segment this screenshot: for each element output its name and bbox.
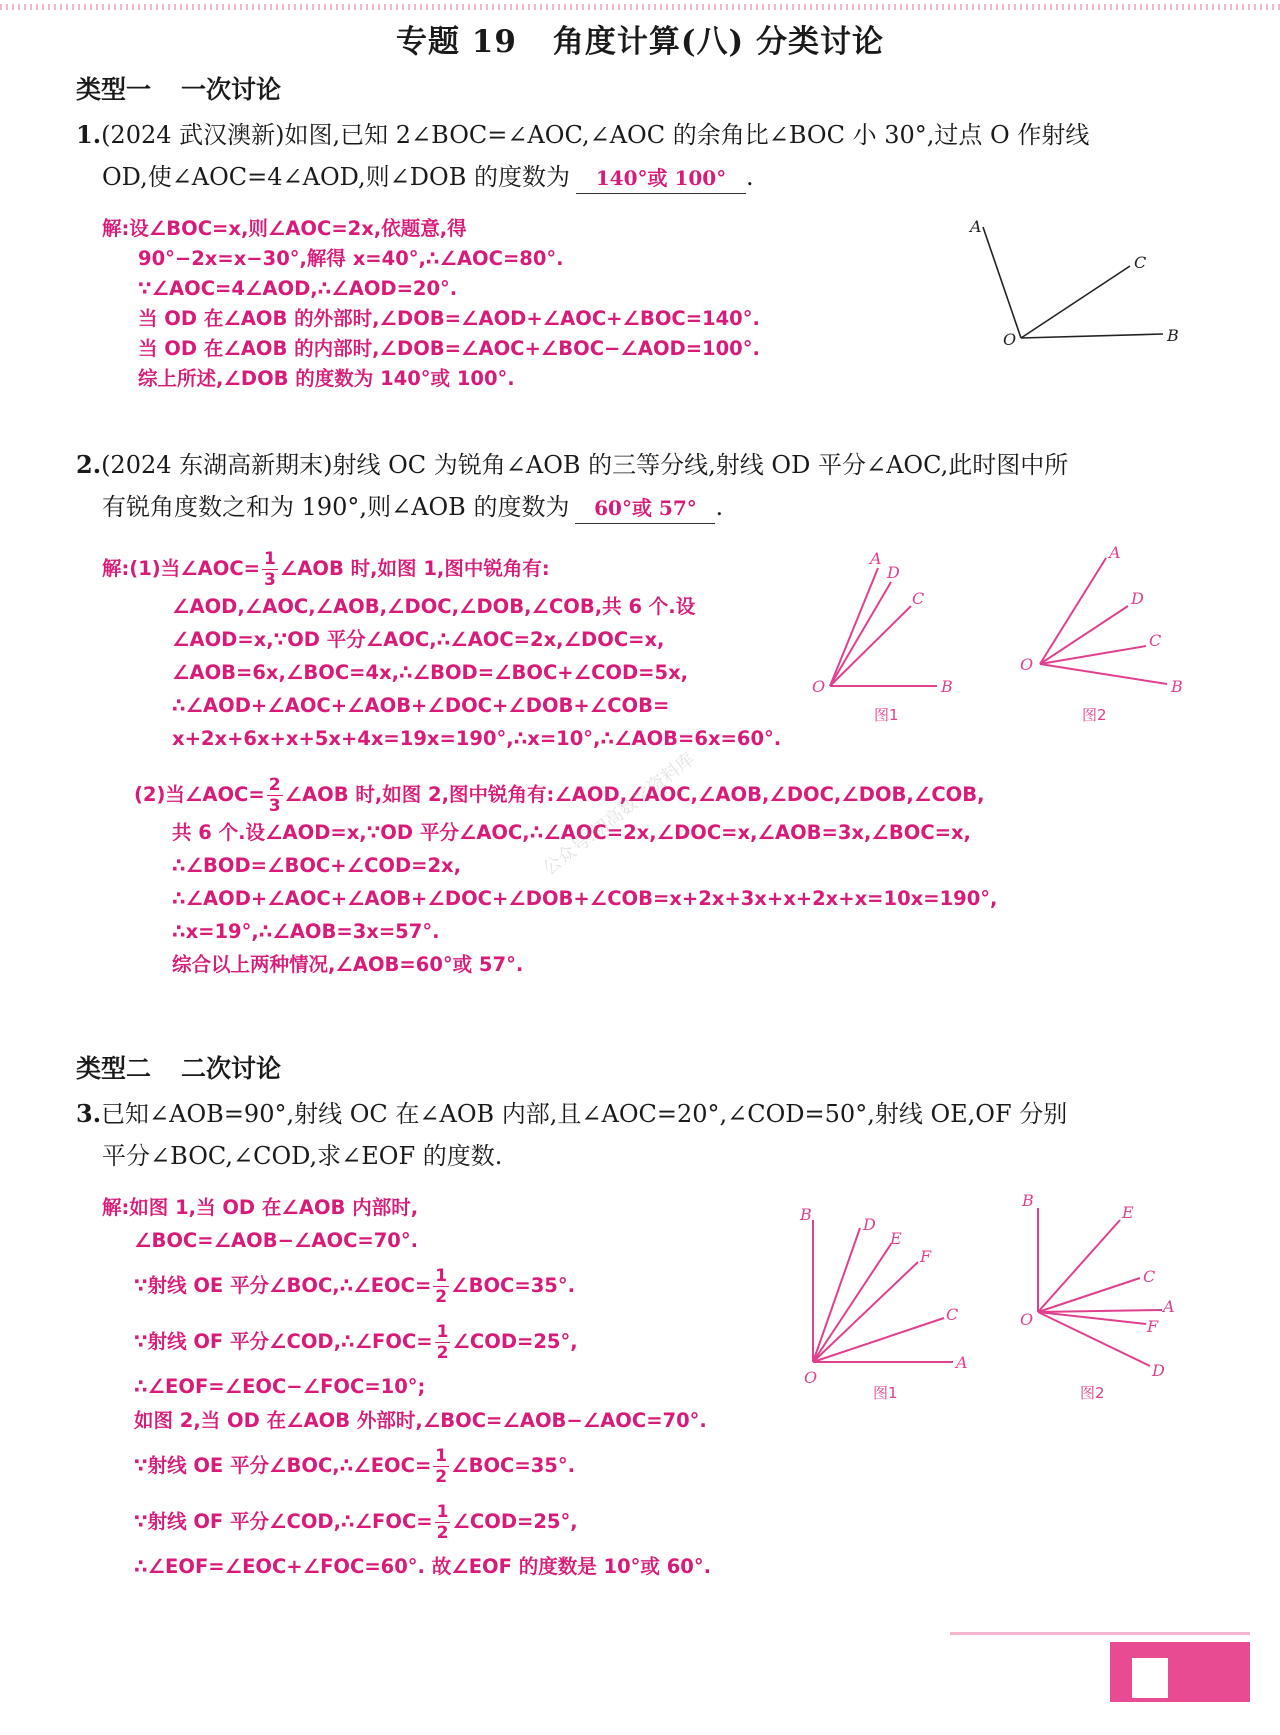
question-3-line1: 3.已知∠AOB=90°,射线 OC 在∠AOB 内部,且∠AOC=20°,∠COD=50°,射线 OE,OF 分别 xyxy=(76,1099,1068,1128)
fig1-label-B: B xyxy=(1167,326,1179,345)
fig1-label-A: A xyxy=(970,217,982,236)
figure-q3-2 xyxy=(1010,1190,1200,1410)
svg-text:O: O xyxy=(812,677,826,696)
question-3-line2: 平分∠BOC,∠COD,求∠EOF 的度数. xyxy=(102,1142,503,1170)
footer-rule xyxy=(950,1632,1250,1635)
solution-3-eoc-2: ∵射线 OE 平分∠BOC,∴∠EOC= $\frac{1}{2}$ ∠BOC=35°. xyxy=(134,1446,575,1487)
solution-1: 解:设∠BOC=x,则∠AOC=2x,依题意,得 90°−2x=x−30°,解得 x=40°,∴∠AOC=80°. ∵∠AOC=4∠AOD,∴∠AOD=20°. 当 OD 在∠AOB 的外部时,∠DOB=∠AOD+∠AOC+∠BOC=140°. 当 OD 在∠AOB 的内部时,∠DOB=∠AOC+∠BOC−∠AOD=100°. 综上所述,∠DOB 的度数为 140°或 100°. xyxy=(102,217,760,390)
solution-2-case1: 解:(1)当∠AOC= $\frac{1}{3}$ ∠AOB 时,如图 1,图中锐角有: ∠AOD,∠AOC,∠AOB,∠DOC,∠DOB,∠COB,共 6 个.设 ∠AOD=x,∵OD 平分∠AOC,∴∠AOC=2x,∠DOC=x, ∠AOB=6x,∠BOC=4x,∴∠BOD=∠BOC+∠COD=5x, ∴∠AOD+∠AOC+∠AOB+∠DOC+∠DOB+∠COB= x+2x+6x+x+5x+4x=19x=190°,∴x=10°,∴∠AOB=6x=60°. xyxy=(102,549,782,750)
svg-text:B: B xyxy=(941,677,953,696)
figure-q2-2 xyxy=(1010,540,1200,730)
fraction-two-thirds: $\frac{2}{3}$ xyxy=(268,775,281,816)
figure-q2-1 xyxy=(800,540,970,730)
svg-text:C: C xyxy=(912,589,925,608)
question-1-line2: OD,使∠AOC=4∠AOD,则∠DOB 的度数为 140°或 100° . xyxy=(76,156,1089,198)
solution-3-foc-1: ∵射线 OF 平分∠COD,∴∠FOC= $\frac{1}{2}$ ∠COD=25°, xyxy=(134,1322,578,1363)
svg-text:B: B xyxy=(1171,677,1183,696)
svg-text:B: B xyxy=(1022,1191,1034,1210)
watermark: 公众号:初高数学资料库 xyxy=(539,748,699,880)
solution-3-eoc-1: ∵射线 OE 平分∠BOC,∴∠EOC= $\frac{1}{2}$ ∠BOC=35°. xyxy=(134,1266,575,1307)
question-2 xyxy=(76,444,1068,528)
svg-text:B: B xyxy=(800,1205,812,1224)
svg-text:O: O xyxy=(804,1368,818,1387)
solution-3: 解:如图 1,当 OD 在∠AOB 内部时, ∠BOC=∠AOB−∠AOC=70°. ∵射线 OE 平分∠BOC,∴∠EOC= $\frac{1}{2}$ ∠BOC=35°. ∵射线 OF 平分∠COD,∴∠FOC= $\frac{1}{2}$ ∠COD=25°, ∴∠EOF=∠EOC−∠FOC=10°; 如图 2,当 OD 在∠AOB 外部时,∠BOC=∠AOB−∠AOC=70°. ∵射线 OE 平分∠BOC,∴∠EOC= $\frac{1}{2}$ ∠BOC=35°. ∵射线 OF 平分∠COD,∴∠FOC= $\frac{1}{2}$ ∠COD=25°, ∴∠EOF=∠EOC+∠FOC=60°. 故∠EOF 的度数是 10°或 60°. xyxy=(102,1196,711,1578)
svg-text:A: A xyxy=(1109,543,1121,562)
figure-q3-1 xyxy=(790,1200,990,1410)
svg-text:D: D xyxy=(887,563,900,582)
svg-text:C: C xyxy=(1143,1267,1156,1286)
fig-caption: 图2 xyxy=(1082,706,1107,724)
svg-text:E: E xyxy=(1122,1203,1134,1222)
svg-text:C: C xyxy=(1149,631,1162,650)
question-2-line2: 有锐角度数之和为 190°,则∠AOB 的度数为 60°或 57° . xyxy=(76,486,1068,528)
solution-3-foc-2: ∵射线 OF 平分∠COD,∴∠FOC= $\frac{1}{2}$ ∠COD=25°, xyxy=(134,1502,578,1543)
svg-text:O: O xyxy=(1020,655,1034,674)
svg-text:O: O xyxy=(1020,1310,1034,1329)
page-title xyxy=(0,16,1280,61)
section-name: 二次讨论 xyxy=(181,1054,282,1083)
section-name: 一次讨论 xyxy=(181,75,282,104)
section-heading-type2 xyxy=(76,1049,281,1085)
svg-text:D: D xyxy=(1131,589,1144,608)
footer-page-box xyxy=(1130,1656,1170,1700)
fraction-one-third: $\frac{1}{3}$ xyxy=(264,549,276,590)
svg-text:D: D xyxy=(1152,1361,1165,1380)
fig1-label-C: C xyxy=(1134,253,1147,272)
question-1-line1: 1.(2024 武汉澳新)如图,已知 2∠BOC=∠AOC,∠AOC 的余角比∠BOC 小 30°,过点 O 作射线 xyxy=(76,120,1090,149)
question-1 xyxy=(76,114,1089,198)
solution-2-case1-head: 解:(1)当∠AOC= $\frac{1}{3}$ ∠AOB 时,如图 1,图中锐角有: xyxy=(102,549,550,590)
section-label: 类型二 xyxy=(76,1054,152,1083)
topic-number: 专题 19 xyxy=(395,24,517,60)
topic-title: 角度计算(八) 分类讨论 xyxy=(552,24,885,60)
question-3 xyxy=(76,1093,1067,1177)
fig-caption: 图1 xyxy=(873,1384,898,1402)
fig-caption: 图2 xyxy=(1080,1384,1105,1402)
svg-text:F: F xyxy=(920,1247,932,1266)
top-dotted-border xyxy=(0,4,1280,10)
svg-text:C: C xyxy=(946,1305,959,1324)
answer-blank-2: 60°或 57° xyxy=(575,493,715,524)
section-label: 类型一 xyxy=(76,75,152,104)
solution-2-case2-head: (2)当∠AOC= $\frac{2}{3}$ ∠AOB 时,如图 2,图中锐角有:∠AOD,∠AOC,∠AOB,∠DOC,∠DOB,∠COB, xyxy=(134,775,985,816)
section-heading-type1 xyxy=(76,70,281,106)
fig-caption: 图1 xyxy=(874,706,899,724)
figure-q1 xyxy=(940,210,1200,360)
svg-text:A: A xyxy=(870,549,882,568)
solution-2-case2: (2)当∠AOC= $\frac{2}{3}$ ∠AOB 时,如图 2,图中锐角有:∠AOD,∠AOC,∠AOB,∠DOC,∠DOB,∠COB, 共 6 个.设∠AOD=x,∵OD 平分∠AOC,∴∠AOC=2x,∠DOC=x,∠AOB=3x,∠BOC=x, ∴∠BOD=∠BOC+∠COD=2x, ∴∠AOD+∠AOC+∠AOB+∠DOC+∠DOB+∠COB=x+2x+3x+x+2x+x=10x=190°, ∴x=19°,∴∠AOB=3x=57°. 综合以上两种情况,∠AOB=60°或 57°. xyxy=(134,775,998,976)
answer-blank-1: 140°或 100° xyxy=(576,163,746,194)
svg-text:D: D xyxy=(863,1215,876,1234)
svg-text:A: A xyxy=(956,1353,968,1372)
svg-text:A: A xyxy=(1163,1297,1175,1316)
svg-text:F: F xyxy=(1147,1317,1159,1336)
question-2-line1: 2.(2024 东湖高新期末)射线 OC 为锐角∠AOB 的三等分线,射线 OD 平分∠AOC,此时图中所 xyxy=(76,450,1069,479)
fig1-label-O: O xyxy=(1003,330,1017,349)
svg-text:E: E xyxy=(890,1229,902,1248)
